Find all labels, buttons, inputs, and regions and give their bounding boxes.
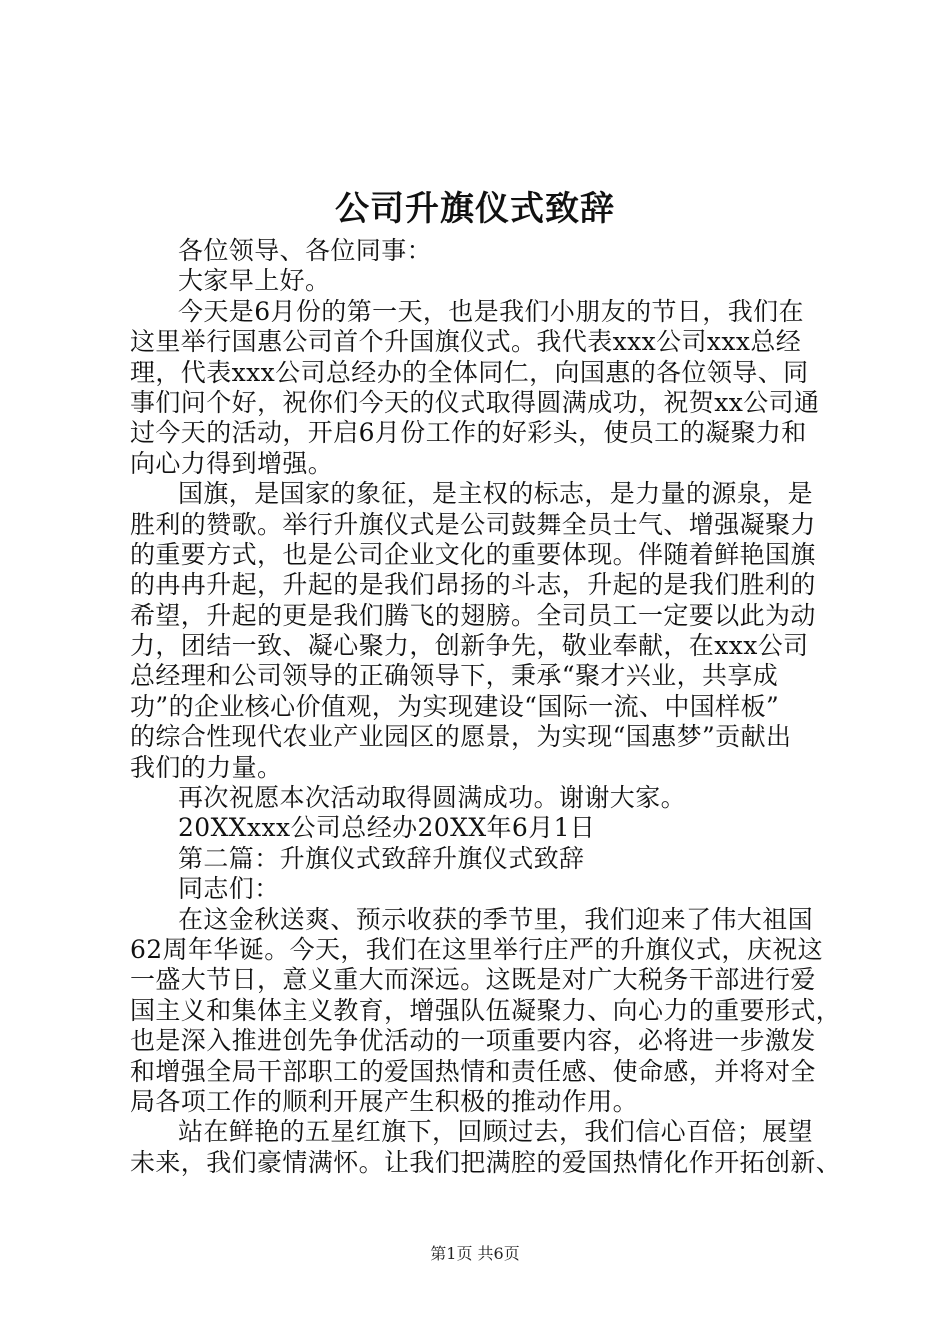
body-line: 力，团结一致、凝心聚力，创新争先，敬业奉献，在xxx公司 [130,631,809,661]
body-line: 胜利的赞歌。举行升旗仪式是公司鼓舞全员士气、增强凝聚力 [130,509,816,539]
body-line: 这里举行国惠公司首个升国旗仪式。我代表xxx公司xxx总经 [130,327,802,357]
body-line: 站在鲜艳的五星红旗下，回顾过去，我们信心百倍；展望 [178,1117,814,1147]
body-line: 在这金秋送爽、预示收获的季节里，我们迎来了伟大祖国 [178,904,814,934]
body-line: 事们问个好，祝你们今天的仪式取得圆满成功，祝贺xx公司通 [130,387,820,417]
body-line: 的综合性现代农业产业园区的愿景，为实现“国惠梦”贡献出 [130,722,792,752]
body-line: 总经理和公司领导的正确领导下，秉承“聚才兴业，共享成 [130,661,779,691]
body-line: 再次祝愿本次活动取得圆满成功。谢谢大家。 [178,783,687,813]
document-title: 公司升旗仪式致辞 [335,189,615,229]
body-line: 的冉冉升起，升起的是我们昂扬的斗志，升起的是我们胜利的 [130,570,816,600]
page-footer: 第1页 共6页 [430,1244,520,1263]
section-heading: 第二篇：升旗仪式致辞升旗仪式致辞 [178,843,585,873]
body-line: 同志们： [178,874,280,904]
body-line: 大家早上好。 [178,266,331,296]
body-line: 一盛大节日，意义重大而深远。这既是对广大税务干部进行爱 [130,965,816,995]
body-line: 功”的企业核心价值观，为实现建设“国际一流、中国样板” [130,691,780,721]
body-line: 向心力得到增强。 [130,448,334,478]
body-line: 局各项工作的顺利开展产生积极的推动作用。 [130,1086,639,1116]
body-line: 理，代表xxx公司总经办的全体同仁，向国惠的各位领导、同 [130,357,809,387]
body-line: 的重要方式，也是公司企业文化的重要体现。伴随着鲜艳国旗 [130,539,816,569]
body-line: 和增强全局干部职工的爱国热情和责任感、使命感，并将对全 [130,1056,816,1086]
body-line: 希望，升起的更是我们腾飞的翅膀。全司员工一定要以此为动 [130,600,816,630]
body-line: 各位领导、各位同事： [178,236,433,265]
body-line: 未来，我们豪情满怀。让我们把满腔的爱国热情化作开拓创新、 [130,1147,842,1177]
body-line: 20XXxxx公司总经办20XX年6月1日 [178,813,596,843]
body-line: 我们的力量。 [130,752,283,782]
body-line: 今天是6月份的第一天，也是我们小朋友的节日，我们在 [178,296,804,326]
body-line: 国主义和集体主义教育，增强队伍凝聚力、向心力的重要形式， [130,995,842,1025]
body-line: 过今天的活动，开启6月份工作的好彩头，使员工的凝聚力和 [130,418,807,448]
document-body [130,236,842,1178]
body-line: 也是深入推进创先争优活动的一项重要内容，必将进一步激发 [130,1026,816,1056]
body-line: 62周年华诞。今天，我们在这里举行庄严的升旗仪式，庆祝这 [130,934,824,964]
body-line: 国旗，是国家的象征，是主权的标志，是力量的源泉，是 [178,479,814,509]
